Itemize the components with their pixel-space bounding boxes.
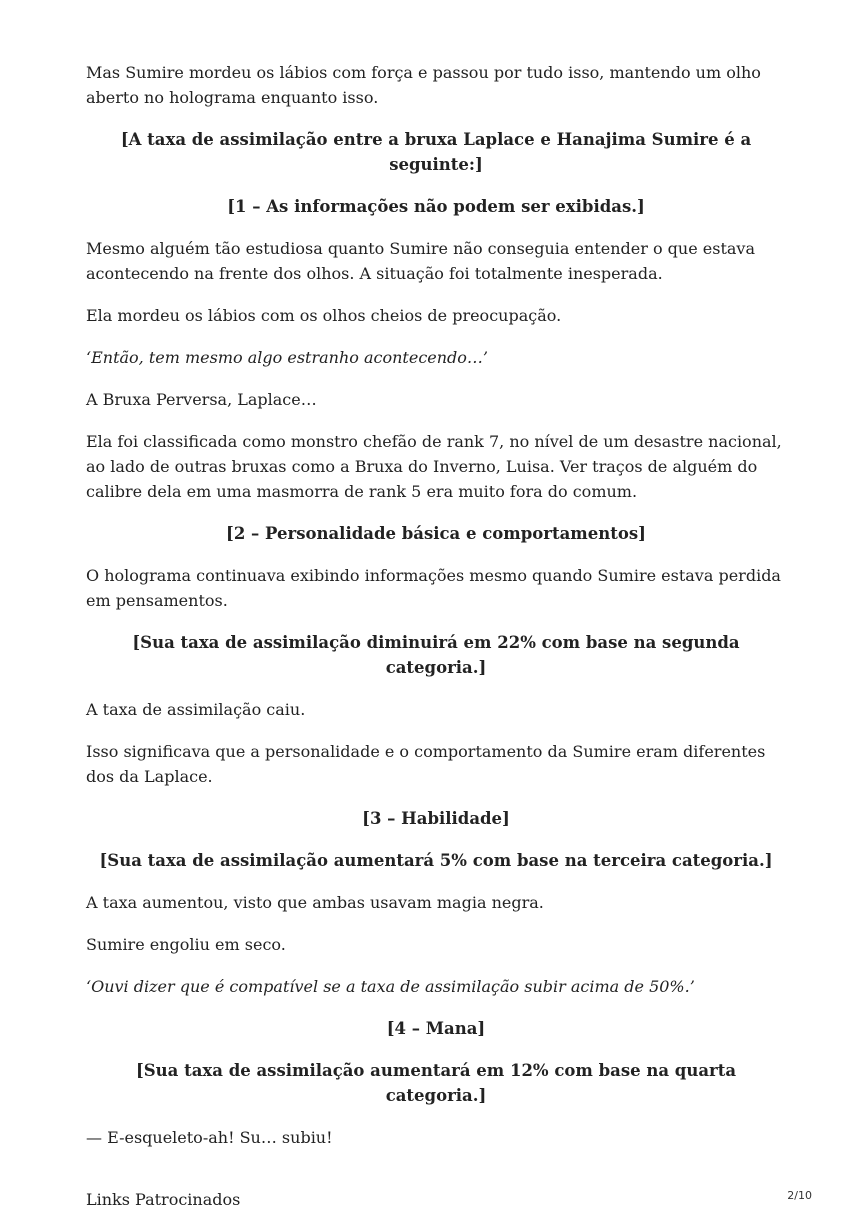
system-message-category-3: [3 – Habilidade] [362, 809, 510, 828]
paragraph-5: Ela foi classificada como monstro chefão de rank 7, no nível de um desastre nacional, ao lado de outras bruxas como a Bruxa do Inverno, Luisa. Ver traços de alguém do calibre dela em uma masmorra de rank 5 era muito fora do comum. [86, 432, 782, 501]
system-message-category-4: [4 – Mana] [386, 1019, 486, 1038]
system-message-category-2: [2 – Personalidade básica e comportamentos] [226, 524, 646, 543]
paragraph-1: Mas Sumire mordeu os lábios com força e passou por tudo isso, mantendo um olho aberto no holograma enquanto isso. [86, 63, 761, 107]
system-message-increase-5: [Sua taxa de assimilação aumentará 5% com base na terceira categoria.] [99, 851, 773, 870]
paragraph-2: Mesmo alguém tão estudiosa quanto Sumire não conseguia entender o que estava acontecendo na frente dos olhos. A situação foi totalmente inesperada. [86, 239, 756, 283]
paragraph-10: Sumire engoliu em seco. [86, 935, 286, 954]
paragraph-3: Ela mordeu os lábios com os olhos cheios de preocupação. [86, 306, 562, 325]
system-message-assimilation-header: [A taxa de assimilação entre a bruxa Laplace e Hanajima Sumire é a seguinte:] [120, 130, 752, 174]
system-message-decrease-22: [Sua taxa de assimilação diminuirá em 22% com base na segunda categoria.] [132, 633, 740, 677]
document-body [86, 60, 786, 1229]
paragraph-9: A taxa aumentou, visto que ambas usavam magia negra. [86, 893, 544, 912]
sponsored-links-label: Links Patrocinados [86, 1190, 241, 1209]
paragraph-4: A Bruxa Perversa, Laplace… [86, 390, 317, 409]
paragraph-8: Isso significava que a personalidade e o comportamento da Sumire eram diferentes dos da Laplace. [86, 742, 766, 786]
page-number: 2/10 [787, 1189, 812, 1202]
thought-1: ‘Então, tem mesmo algo estranho acontecendo…’ [86, 348, 489, 367]
paragraph-6: O holograma continuava exibindo informações mesmo quando Sumire estava perdida em pensamentos. [86, 566, 781, 610]
paragraph-7: A taxa de assimilação caiu. [86, 700, 306, 719]
thought-2: ‘Ouvi dizer que é compatível se a taxa de assimilação subir acima de 50%.’ [86, 977, 695, 996]
dialogue-1: — E-esqueleto-ah! Su… subiu! [86, 1128, 333, 1147]
system-message-category-1: [1 – As informações não podem ser exibidas.] [227, 197, 645, 216]
system-message-increase-12: [Sua taxa de assimilação aumentará em 12% com base na quarta categoria.] [135, 1061, 737, 1105]
